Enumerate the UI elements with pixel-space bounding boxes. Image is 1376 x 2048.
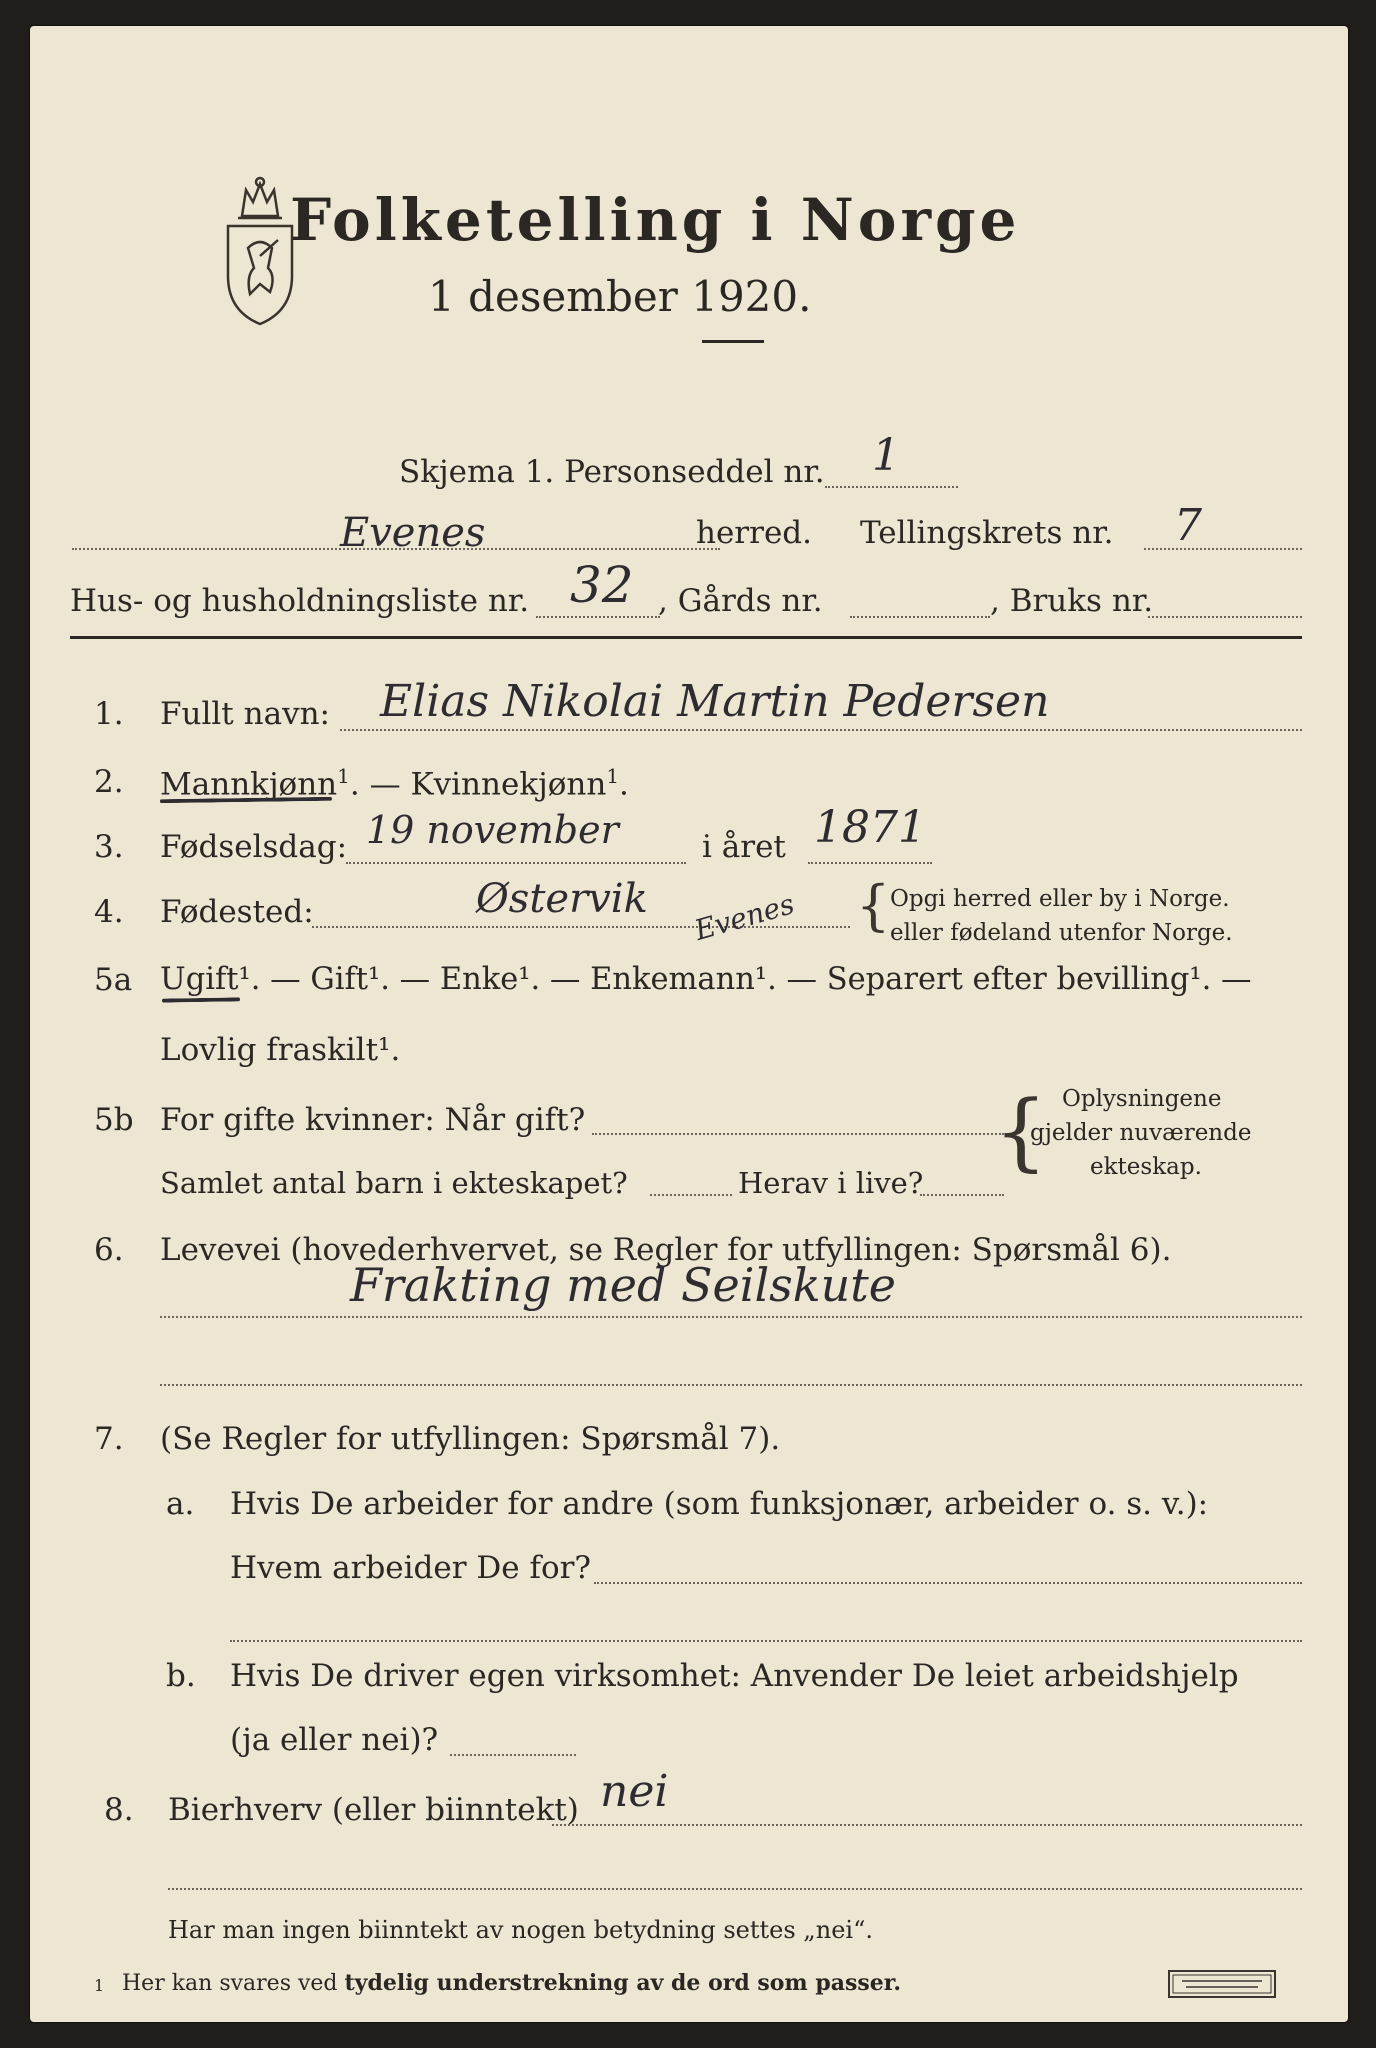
birthplace-note-1: Opgi herred eller by i Norge. <box>890 886 1230 912</box>
income-note: Har man ingen biinntekt av nogen betydning settes „nei“. <box>168 1916 873 1944</box>
q8-label: Bierhverv (eller biinntekt) <box>168 1792 579 1828</box>
q4-number: 4. <box>94 894 124 930</box>
children-alive-field[interactable] <box>920 1194 1004 1196</box>
gender-end: . <box>619 766 629 803</box>
bruks-label: , Bruks nr. <box>990 583 1154 619</box>
printer-stamp-icon <box>1168 1970 1276 1998</box>
municipality-value: Evenes <box>340 510 486 556</box>
form-title: Folketelling i Norge <box>290 186 1021 254</box>
q4-label: Fødested: <box>160 894 314 930</box>
year-label: i året <box>702 829 786 865</box>
title-divider <box>702 340 764 343</box>
birthplace-value: Østervik <box>476 876 648 922</box>
household-label: Hus- og husholdningsliste nr. <box>70 583 530 619</box>
census-date: 1 desember 1920. <box>428 272 812 321</box>
footnote-text-b: tydelig understrekning av de ord som passer. <box>344 1970 902 1996</box>
q5a-options-line-2[interactable]: Lovlig fraskilt¹. <box>160 1032 401 1068</box>
q5b-line-1: For gifte kvinner: Når gift? <box>160 1102 586 1138</box>
marriage-note-2: gjelder nuværende <box>1030 1120 1252 1146</box>
header-rule <box>70 636 1302 639</box>
brace-icon: { <box>994 1082 1048 1180</box>
q3-label: Fødselsdag: <box>160 829 348 865</box>
birth-year-field[interactable] <box>808 862 932 864</box>
hired-help-field[interactable] <box>450 1754 576 1756</box>
q5a-options[interactable]: Ugift¹. — Gift¹. — Enke¹. — Enkemann¹. — Separert efter bevilling¹. — <box>160 962 1252 997</box>
household-nr-field[interactable] <box>536 616 660 618</box>
q7a-line-2: Hvem arbeider De for? <box>230 1550 592 1586</box>
q5a-number: 5a <box>94 962 133 998</box>
married-when-field[interactable] <box>592 1133 1004 1135</box>
schema-label: Skjema 1. Personseddel nr. <box>399 454 825 490</box>
birthplace-note-2: eller fødeland utenfor Norge. <box>890 920 1233 946</box>
gards-label: , Gårds nr. <box>658 583 823 619</box>
q1-number: 1. <box>94 696 124 732</box>
q5b-number: 5b <box>94 1102 134 1138</box>
bruks-nr-field[interactable] <box>1148 616 1302 618</box>
birth-day-value: 19 november <box>366 808 619 852</box>
q1-label: Fullt navn: <box>160 696 330 732</box>
footnote-text <box>122 1970 901 1996</box>
employer-field-2[interactable] <box>230 1640 1302 1642</box>
birthplace-value-2: Evenes <box>690 887 798 947</box>
gender-female-option[interactable]: Kvinnekjønn <box>410 766 607 803</box>
gards-nr-field[interactable] <box>850 616 990 618</box>
q2-number: 2. <box>94 764 124 800</box>
full-name-field[interactable] <box>340 729 1302 731</box>
q2-options <box>160 764 629 802</box>
side-income-value: nei <box>600 1766 669 1817</box>
full-name-value: Elias Nikolai Martin Pedersen <box>380 676 1050 727</box>
q7-number: 7. <box>94 1421 124 1457</box>
ugift-underline-mark <box>162 997 240 1002</box>
census-form <box>30 26 1348 2022</box>
brace-icon: { <box>856 874 891 937</box>
q3-number: 3. <box>94 829 124 865</box>
side-income-field-2[interactable] <box>168 1888 1302 1890</box>
footnote-text-a: Her kan svares ved <box>122 1971 338 1996</box>
children-total-field[interactable] <box>650 1194 732 1196</box>
household-nr-value: 32 <box>570 556 634 614</box>
occupation-field-2[interactable] <box>160 1384 1302 1386</box>
employer-field[interactable] <box>594 1582 1302 1584</box>
footnote-number: 1 <box>94 1976 105 1995</box>
district-nr-value: 7 <box>1174 500 1202 551</box>
q5b-line-2a: Samlet antal barn i ekteskapet? <box>160 1166 628 1200</box>
occupation-value: Frakting med Seilskute <box>350 1258 896 1312</box>
gender-separator: . — <box>349 766 411 803</box>
district-nr-field[interactable] <box>1144 548 1302 550</box>
birth-year-value: 1871 <box>814 802 926 853</box>
footnote-mark: 1 <box>337 764 350 788</box>
person-nr-value: 1 <box>872 430 900 481</box>
occupation-field[interactable] <box>160 1316 1302 1318</box>
q7-label: (Se Regler for utfyllingen: Spørsmål 7). <box>160 1421 781 1457</box>
gender-male-option[interactable]: Mannkjønn <box>160 766 338 803</box>
q5b-line-2b: Herav i live? <box>738 1166 924 1200</box>
marriage-note-3: ekteskap. <box>1090 1154 1202 1180</box>
q7a-number: a. <box>166 1486 195 1522</box>
q6-number: 6. <box>94 1232 124 1268</box>
footnote-mark: 1 <box>606 764 620 788</box>
q7b-line-1: Hvis De driver egen virksomhet: Anvender De leiet arbeidshjelp <box>230 1658 1239 1694</box>
side-income-field[interactable] <box>552 1824 1302 1826</box>
herred-label: herred. <box>696 515 812 551</box>
q8-number: 8. <box>104 1792 134 1828</box>
q7a-line-1: Hvis De arbeider for andre (som funksjonær, arbeider o. s. v.): <box>230 1486 1209 1522</box>
person-nr-field[interactable] <box>825 486 958 488</box>
q7b-line-2: (ja eller nei)? <box>230 1722 439 1758</box>
q6-label: Levevei (hovederhvervet, se Regler for utfyllingen: Spørsmål 6). <box>160 1232 1172 1268</box>
marriage-note-1: Oplysningene <box>1062 1086 1222 1112</box>
district-label: Tellingskrets nr. <box>860 515 1114 551</box>
birth-day-field[interactable] <box>346 862 686 864</box>
q7b-number: b. <box>166 1658 196 1694</box>
coat-of-arms-icon <box>220 176 300 326</box>
